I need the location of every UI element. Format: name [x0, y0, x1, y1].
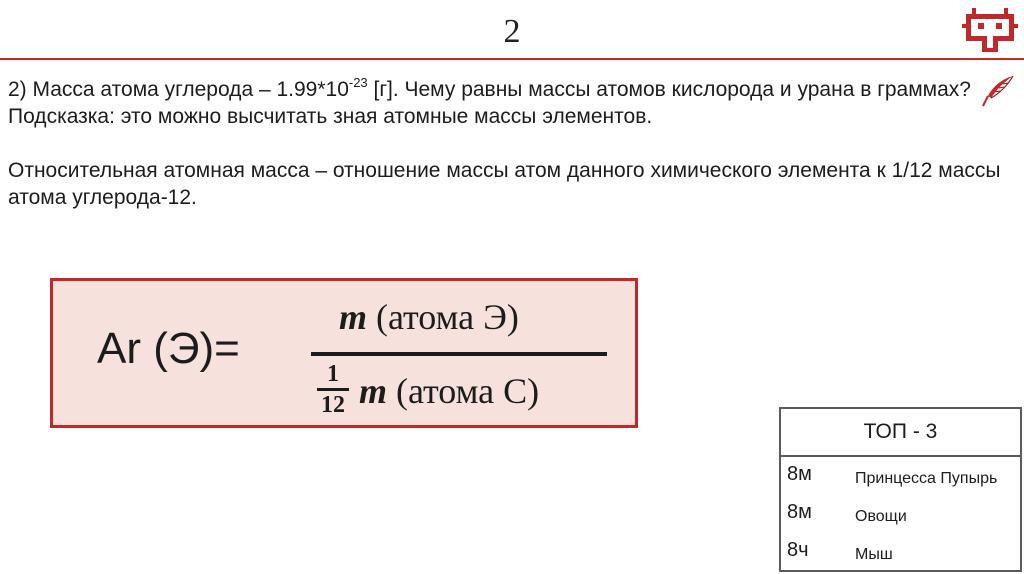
slide-text: [8, 76, 1008, 211]
fraction-bar: [311, 352, 607, 356]
leaderboard-name: Мыш: [855, 546, 893, 563]
leaderboard-name: Принцесса Пупырь: [855, 470, 998, 487]
leaderboard-name: Овощи: [855, 508, 907, 525]
exponent: -23: [348, 75, 368, 90]
coefficient-fraction: 1 12: [315, 361, 351, 418]
leaderboard: [779, 407, 1022, 572]
slide-number: 2: [503, 13, 521, 50]
leaderboard-title: ТОП - 3: [781, 409, 1020, 457]
leaderboard-row: [781, 495, 1020, 533]
mass-symbol: m: [339, 297, 368, 337]
leaderboard-score: 8м: [787, 501, 812, 523]
leaderboard-score: 8м: [787, 463, 812, 485]
header-divider: [0, 58, 1024, 60]
hint-text: Подсказка: это можно высчитать зная атомные массы элементов.: [8, 105, 653, 128]
leaderboard-row: [781, 533, 1020, 571]
formula-lhs: Ar (Э)=: [97, 324, 240, 373]
mass-symbol: m: [359, 371, 388, 411]
question-text: 2) Масса атома углерода – $1.99*10^{-23}$ [г]. Чему равны массы атомов кислорода и урана в граммах?: [8, 75, 971, 101]
formula-numerator: m (атома Э): [339, 297, 519, 337]
formula-box: [50, 278, 638, 428]
formula-denominator: m (атома С): [359, 371, 540, 411]
leaderboard-row: [781, 457, 1020, 495]
pixel-logo-icon: [962, 8, 1018, 56]
definition-text: Относительная атомная масса – отношение массы атом данного химического элемента к 1/12 массы атома углерода-12.: [8, 159, 1001, 209]
leaderboard-score: 8ч: [787, 539, 809, 561]
